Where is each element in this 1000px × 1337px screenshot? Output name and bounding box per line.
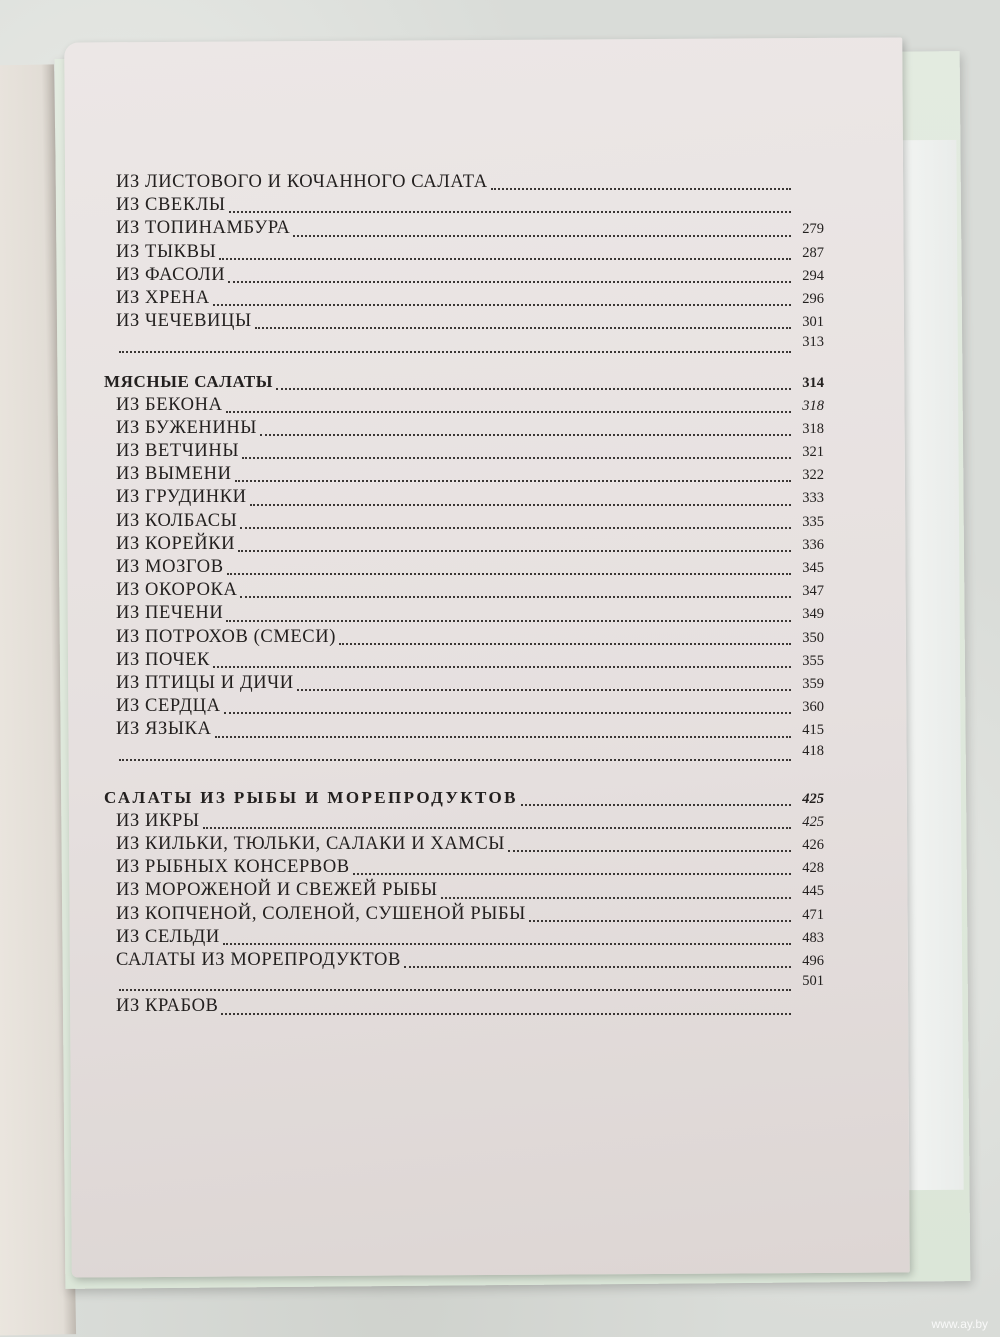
toc-entry	[104, 857, 824, 880]
toc-entry	[104, 242, 824, 265]
toc-entry	[104, 603, 824, 626]
toc-entry-label: ИЗ ФАСОЛИ	[116, 264, 226, 285]
toc-entry	[104, 557, 824, 580]
toc-entry	[104, 696, 824, 719]
dot-leader	[293, 234, 791, 237]
dot-leader	[119, 758, 791, 761]
dot-leader	[240, 526, 791, 529]
toc-page-number: 349	[802, 606, 824, 623]
toc-page-number: 313	[802, 334, 824, 351]
toc-entry-label: ИЗ ВЫМЕНИ	[116, 464, 232, 485]
toc-entry	[104, 418, 824, 441]
toc-entry	[104, 580, 824, 603]
toc-page-number: 360	[802, 699, 824, 716]
toc-entry	[104, 464, 824, 487]
toc-entry-label: ИЗ КОПЧЕНОЙ, СОЛЕНОЙ, СУШЕНОЙ РЫБЫ	[116, 903, 526, 924]
toc-entry-label: ИЗ ПТИЦЫ И ДИЧИ	[116, 672, 294, 693]
toc-entry-label: ИЗ ТОПИНАМБУРА	[116, 218, 291, 239]
toc-page-number: 445	[802, 883, 824, 900]
toc-page-number: 333	[802, 490, 824, 507]
toc-page-number: 415	[802, 722, 824, 739]
toc-page-number: 336	[802, 536, 824, 553]
toc-entry	[104, 334, 824, 357]
dot-leader	[441, 896, 791, 899]
toc-entry-label: ИЗ КРАБОВ	[116, 996, 219, 1017]
dot-leader	[353, 872, 791, 875]
toc-entry	[104, 534, 824, 557]
dot-leader	[223, 942, 791, 945]
dot-leader	[255, 326, 791, 329]
toc-page-number: 345	[802, 560, 824, 576]
toc-page-number: 359	[802, 675, 824, 692]
toc-entry-label: ИЗ СЕЛЬДИ	[116, 926, 220, 947]
toc-entry-label: ИЗ ЛИСТОВОГО И КОЧАННОГО САЛАТА	[116, 172, 488, 192]
section-heading-fish-salads	[104, 788, 824, 811]
toc-entry	[104, 311, 824, 334]
toc-entry-label: ИЗ ЯЗЫКА	[116, 719, 212, 740]
dot-leader	[242, 456, 791, 459]
dot-leader	[404, 965, 791, 968]
section-spacer	[104, 358, 824, 372]
dot-leader	[213, 303, 791, 306]
toc-page-number: 322	[802, 467, 824, 484]
dot-leader	[203, 826, 791, 829]
toc-entry	[104, 195, 824, 218]
dot-leader	[260, 433, 791, 436]
dot-leader	[227, 572, 791, 575]
table-of-contents	[104, 172, 824, 1020]
toc-entry-label: ИЗ ТЫКВЫ	[116, 241, 217, 262]
dot-leader	[508, 849, 791, 852]
dot-leader	[297, 688, 791, 691]
dot-leader	[213, 665, 791, 668]
toc-entry-label: ИЗ МОЗГОВ	[116, 557, 224, 577]
watermark: www.ay.by	[931, 1317, 988, 1331]
dot-leader	[119, 350, 791, 353]
toc-entry	[104, 811, 824, 834]
dot-leader	[228, 280, 791, 283]
toc-entry-label: ИЗ КОРЕЙКИ	[116, 533, 236, 554]
toc-entry-label: ИЗ ПОЧЕК	[116, 649, 210, 670]
toc-entry	[104, 996, 824, 1019]
dot-leader	[215, 735, 792, 738]
toc-entry-label: МЯСНЫЕ САЛАТЫ	[104, 371, 274, 391]
dot-leader	[250, 503, 791, 506]
toc-page-number: 321	[802, 444, 824, 461]
toc-page-number: 314	[802, 374, 824, 391]
toc-entry	[104, 288, 824, 311]
toc-entry-label: ИЗ ПЕЧЕНИ	[116, 603, 224, 624]
toc-page-number: 296	[802, 290, 824, 307]
toc-entry	[104, 172, 824, 195]
toc-entry	[104, 834, 824, 857]
toc-entry	[104, 511, 824, 534]
dot-leader	[219, 257, 791, 260]
toc-page-number: 501	[802, 973, 824, 990]
toc-page-number: 294	[802, 267, 824, 284]
toc-page-number: 318	[802, 397, 824, 414]
toc-entry	[104, 673, 824, 696]
toc-page-number: 355	[802, 652, 824, 669]
toc-entry	[104, 743, 824, 766]
dot-leader	[235, 479, 791, 482]
toc-entry-label: ИЗ МОРОЖЕНОЙ И СВЕЖЕЙ РЫБЫ	[116, 880, 438, 901]
toc-entry-label: ИЗ ГРУДИНКИ	[116, 487, 247, 508]
toc-entry	[104, 973, 824, 996]
toc-page-number: 428	[802, 860, 824, 877]
toc-entry-label: САЛАТЫ ИЗ МОРЕПРОДУКТОВ	[116, 950, 401, 970]
toc-entry	[104, 880, 824, 903]
toc-entry-label: ИЗ КИЛЬКИ, ТЮЛЬКИ, САЛАКИ И ХАМСЫ	[116, 834, 506, 855]
toc-entry	[104, 441, 824, 464]
dot-leader	[238, 549, 791, 552]
toc-page-number: 425	[802, 813, 824, 830]
toc-page-number: 318	[802, 420, 824, 437]
toc-entry-label: САЛАТЫ ИЗ РЫБЫ И МОРЕПРОДУКТОВ	[104, 787, 518, 807]
toc-page-number: 301	[802, 314, 824, 331]
dot-leader	[119, 988, 791, 991]
toc-entry	[104, 719, 824, 742]
toc-entry-label: ИЗ ИКРЫ	[116, 810, 200, 831]
dot-leader	[521, 803, 791, 806]
dot-leader	[339, 642, 791, 645]
toc-page-number: 471	[802, 906, 824, 923]
toc-entry	[104, 487, 824, 510]
section-spacer	[104, 766, 824, 788]
toc-page-number: 279	[802, 221, 824, 238]
toc-page-number: 425	[802, 790, 824, 807]
toc-entry-label: ИЗ РЫБНЫХ КОНСЕРВОВ	[116, 857, 350, 878]
dot-leader	[226, 410, 791, 413]
toc-entry-label: ИЗ СВЕКЛЫ	[116, 195, 226, 216]
toc-page-number: 335	[802, 513, 824, 530]
dot-leader	[221, 1012, 791, 1015]
toc-entry	[104, 950, 824, 973]
toc-page-number: 287	[802, 244, 824, 261]
toc-entry	[104, 265, 824, 288]
toc-page-number: 350	[802, 629, 824, 646]
toc-entry	[104, 627, 824, 650]
toc-entry-label: ИЗ БУЖЕНИНЫ	[116, 417, 258, 438]
dot-leader	[240, 595, 791, 598]
toc-entry-label: ИЗ КОЛБАСЫ	[116, 510, 238, 531]
toc-entry	[104, 218, 824, 241]
toc-entry-label: ИЗ ХРЕНА	[116, 287, 210, 308]
dot-leader	[529, 919, 791, 922]
toc-entry	[104, 650, 824, 673]
section-heading-meat-salads	[104, 372, 824, 395]
toc-page-number: 418	[802, 742, 824, 759]
dot-leader	[491, 187, 791, 190]
toc-entry-label: ИЗ СЕРДЦА	[116, 696, 221, 717]
toc-entry-label: ИЗ ЧЕЧЕВИЦЫ	[116, 311, 252, 332]
toc-entry-label: ИЗ ОКОРОКА	[116, 580, 238, 601]
toc-page-number: 483	[802, 929, 824, 946]
dot-leader	[226, 619, 791, 622]
toc-page-number: 426	[802, 837, 824, 854]
toc-entry-label: ИЗ ПОТРОХОВ (СМЕСИ)	[116, 626, 336, 647]
dot-leader	[229, 210, 791, 213]
toc-page-number: 496	[802, 953, 824, 969]
dot-leader	[276, 387, 791, 390]
dot-leader	[224, 711, 791, 714]
toc-page-number: 347	[802, 583, 824, 600]
page-stack-edge	[901, 140, 963, 1190]
toc-entry-label: ИЗ ВЕТЧИНЫ	[116, 441, 240, 462]
toc-entry	[104, 927, 824, 950]
toc-entry-label: ИЗ БЕКОНА	[116, 394, 223, 415]
toc-entry	[104, 904, 824, 927]
toc-entry	[104, 395, 824, 418]
